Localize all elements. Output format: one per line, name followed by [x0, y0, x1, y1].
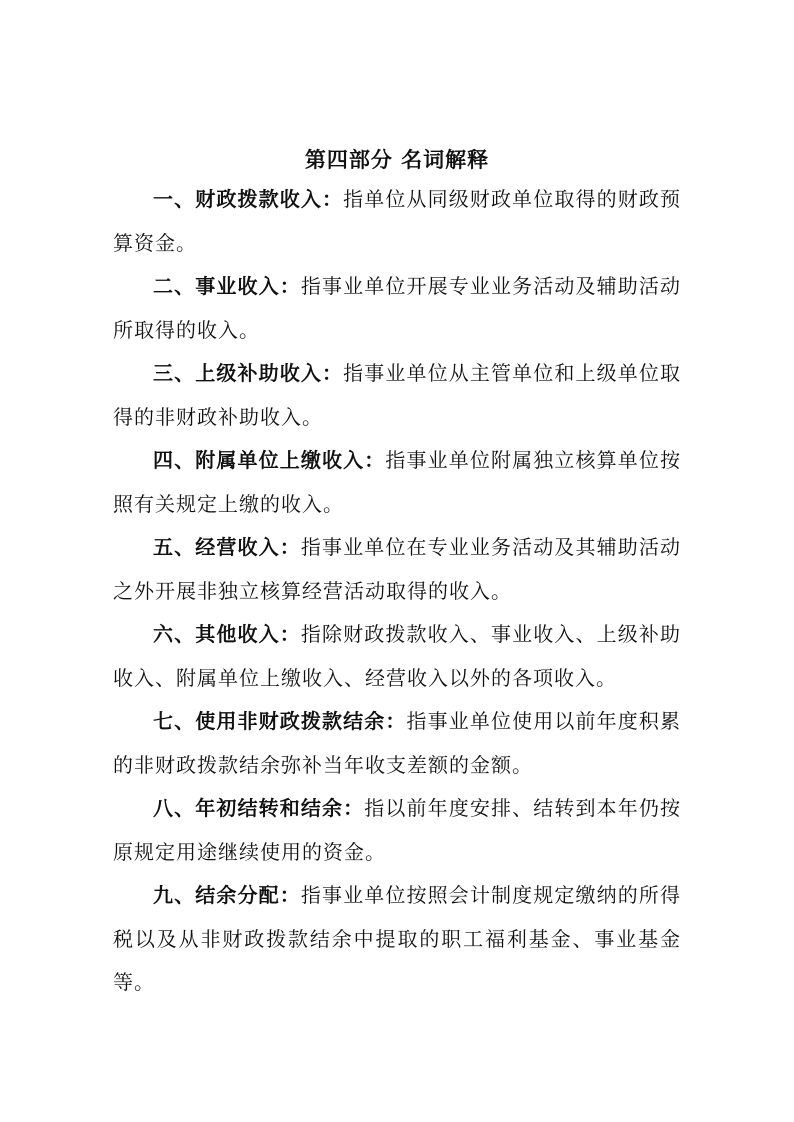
- definition-term: 六、其他收入：: [153, 622, 301, 646]
- definition-term: 七、使用非财政拨款结余：: [153, 709, 407, 733]
- definition-term: 五、经营收入：: [153, 535, 301, 559]
- definitions-list: [113, 178, 681, 1005]
- definition-text: 指事业单位在专业业务活动及其辅助活动之外开展非独立核算经营活动取得的收入。: [113, 535, 681, 603]
- definition-entry-7: [113, 700, 681, 787]
- definition-text: 指事业单位附属独立核算单位按照有关规定上缴的收入。: [113, 448, 681, 516]
- definition-entry-9: [113, 874, 681, 1005]
- definition-entry-1: [113, 178, 681, 265]
- definition-entry-6: [113, 613, 681, 700]
- definition-term: 九、结余分配：: [153, 883, 301, 907]
- definition-text: 指除财政拨款收入、事业收入、上级补助收入、附属单位上缴收入、经营收入以外的各项收入。: [113, 622, 681, 690]
- definition-term: 二、事业收入：: [153, 274, 301, 298]
- definition-term: 四、附属单位上缴收入：: [153, 448, 386, 472]
- definition-text: 指单位从同级财政单位取得的财政预算资金。: [113, 187, 681, 255]
- definition-text: 指事业单位按照会计制度规定缴纳的所得税以及从非财政拨款结余中提取的职工福利基金、事业基金等。: [113, 883, 681, 994]
- definition-entry-5: [113, 526, 681, 613]
- definition-entry-4: [113, 439, 681, 526]
- definition-term: 八、年初结转和结余：: [153, 796, 365, 820]
- definition-text: 指以前年度安排、结转到本年仍按原规定用途继续使用的资金。: [113, 796, 681, 864]
- definition-entry-8: [113, 787, 681, 874]
- definition-term: 三、上级补助收入：: [153, 361, 344, 385]
- definition-entry-3: [113, 352, 681, 439]
- page-title: 第四部分 名词解释: [304, 148, 490, 172]
- definition-text: 指事业单位开展专业业务活动及辅助活动所取得的收入。: [113, 274, 681, 342]
- definition-term: 一、财政拨款收入：: [153, 187, 344, 211]
- definition-text: 指事业单位从主管单位和上级单位取得的非财政补助收入。: [113, 361, 681, 429]
- definition-text: 指事业单位使用以前年度积累的非财政拨款结余弥补当年收支差额的金额。: [113, 709, 681, 777]
- definition-entry-2: [113, 265, 681, 352]
